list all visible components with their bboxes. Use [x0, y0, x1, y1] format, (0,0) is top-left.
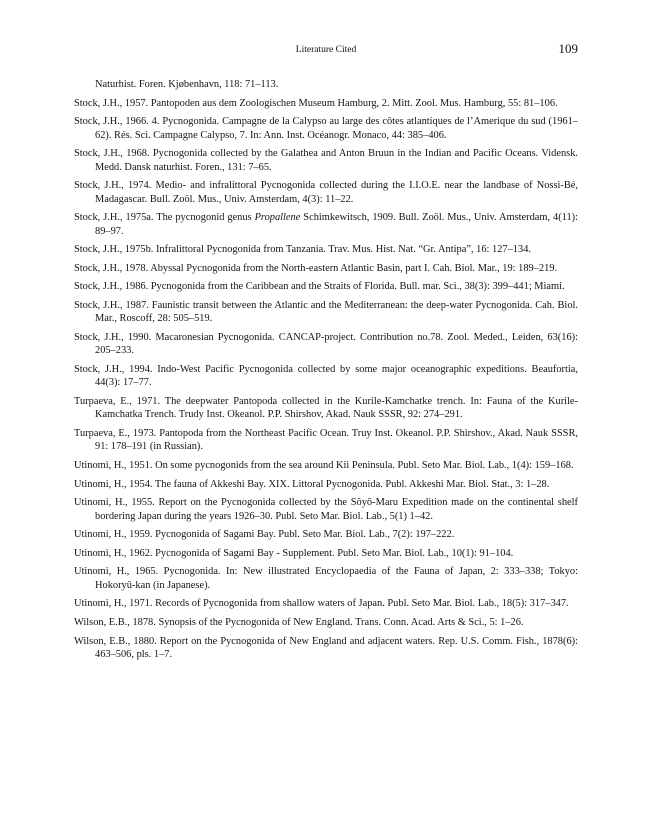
running-header-title: Literature Cited	[295, 45, 357, 55]
reference-text: Stock, J.H., 1968. Pycnogonida collected by the Galathea and Anton Bruun in the Indian and Pacific Oceans. Vidensk. Medd. Dansk naturhist. Foren., 131: 7–65.	[74, 148, 578, 173]
reference-text: Utinomi, H., 1971. Records of Pycnogonida from shallow waters of Japan. Publ. Seto Mar. Biol. Lab., 18(5): 317–347.	[74, 598, 569, 610]
reference-entry	[74, 616, 578, 629]
reference-entry	[74, 496, 578, 523]
reference-text: Utinomi, H., 1962. Pycnogonida of Sagami Bay - Supplement. Publ. Seto Mar. Biol. Lab., 10(1): 91–104.	[74, 547, 514, 559]
reference-text: Wilson, E.B., 1880. Report on the Pycnogonida of New England and adjacent waters. Rep. U.S. Comm. Fish., 1878(6): 463–506, pls. 1–7.	[74, 635, 578, 660]
reference-entry	[74, 147, 578, 174]
reference-entry	[74, 528, 578, 541]
reference-text: Wilson, E.B., 1878. Synopsis of the Pycnogonida of New England. Trans. Conn. Acad. Arts & Sci., 5: 1–26.	[74, 616, 524, 628]
reference-entry	[74, 211, 578, 238]
reference-text: Utinomi, H., 1954. The fauna of Akkeshi Bay. XIX. Littoral Pycnogonida. Publ. Akkeshi Mar. Biol. Stat., 3: 1–28.	[74, 478, 550, 490]
reference-text: Naturhist. Foren. Kjøbenhavn, 118: 71–113.	[95, 79, 279, 90]
reference-entry	[74, 179, 578, 206]
reference-text: Stock, J.H., 1974. Medio- and infralittoral Pycnogonida collected during the I.I.O.E. near the landbase of Nossi-Bé, Madagascar. Bull. Zoöl. Mus., Univ. Amsterdam, 4(3): 11–22.	[74, 180, 578, 205]
reference-text: Turpaeva, E., 1973. Pantopoda from the Northeast Pacific Ocean. Truy Inst. Okeanol. P.P. Shirshov., Akad. Nauk SSSR, 91: 178–191 (in Russian).	[74, 427, 578, 453]
reference-text: Stock, J.H., 1975a. The pycnogonid genus	[74, 212, 255, 224]
reference-entry	[74, 243, 578, 256]
reference-entry	[74, 115, 578, 142]
reference-entry	[74, 97, 578, 110]
reference-text: Stock, J.H., 1966. 4. Pycnogonida. Campagne de la Calypso au large des côtes atlantiques de l’Amerique du sud (1961–62). Rés. Sci. Campagne Calypso, 7. In: Ann. Inst. Océanogr. Monaco, 44: 385–406.	[74, 116, 578, 141]
reference-text: Utinomi, H., 1965. Pycnogonida. In: New illustrated Encyclopaedia of the Fauna of Japan, 2: 333–338; Tokyo: Hokoryû-kan (in Japanese).	[74, 566, 578, 591]
reference-entry	[74, 331, 578, 358]
reference-entry	[74, 547, 578, 560]
reference-entry	[74, 478, 578, 491]
reference-text: Stock, J.H., 1990. Macaronesian Pycnogonida. CANCAP-project. Contribution no.78. Zool. Meded., Leiden, 63(16): 205–233.	[74, 331, 578, 357]
reference-entry	[74, 395, 578, 422]
reference-text: Stock, J.H., 1978. Abyssal Pycnogonida from the North-eastern Atlantic Basin, part I. Cah. Biol. Mar., 19: 189–219.	[74, 262, 558, 274]
reference-text: Schimkewitsch, 1909. Bull. Zoöl. Mus., Univ. Amsterdam, 4(11): 89–97.	[95, 212, 579, 237]
reference-entry	[74, 262, 578, 275]
reference-entry	[74, 459, 578, 472]
reference-text: Stock, J.H., 1994. Indo-West Pacific Pycnogonida collected by some major oceanographic expeditions. Beaufortia, 44(3): 17–77.	[74, 363, 578, 389]
reference-italic-text: Propallene	[254, 212, 301, 224]
reference-text: Utinomi, H., 1959. Pycnogonida of Sagami Bay. Publ. Seto Mar. Biol. Lab., 7(2): 197–222.	[74, 529, 455, 541]
reference-entry	[74, 299, 578, 326]
reference-text: Stock, J.H., 1957. Pantopoden aus dem Zoologischen Museum Hamburg, 2. Mitt. Zool. Mus. Hamburg, 55: 81–106.	[74, 97, 558, 109]
reference-text: Stock, J.H., 1987. Faunistic transit between the Atlantic and the Mediterranean: the deep-water Pycnogonida. Cah. Biol. Mar., Roscoff, 28: 505–519.	[74, 299, 578, 325]
reference-list	[74, 78, 578, 667]
reference-text: Utinomi, H., 1955. Report on the Pycnogonida collected by the Sôyô-Maru Expedition made on the continental shelf bordering Japan during the years 1926–30. Publ. Seto Mar. Biol. Lab., 5(1) 1–42.	[74, 497, 578, 522]
reference-entry	[74, 427, 578, 454]
reference-text: Utinomi, H., 1951. On some pycnogonids from the sea around Kii Peninsula. Publ. Seto Mar. Biol. Lab., 1(4): 159–168.	[74, 459, 574, 471]
page-number: 109	[558, 41, 578, 56]
reference-text: Stock, J.H., 1986. Pycnogonida from the Caribbean and the Straits of Florida. Bull. mar. Sci., 38(3): 399–441; Miami.	[74, 281, 565, 293]
reference-entry	[74, 565, 578, 592]
reference-entry	[74, 597, 578, 610]
reference-entry	[74, 635, 578, 662]
reference-text: Stock, J.H., 1975b. Infralittoral Pycnogonida from Tanzania. Trav. Mus. Hist. Nat. “Gr. Antipa”, 16: 127–134.	[74, 244, 531, 256]
reference-entry	[74, 363, 578, 390]
reference-continuation	[74, 78, 578, 91]
reference-entry	[74, 280, 578, 293]
reference-text: Turpaeva, E., 1971. The deepwater Pantopoda collected in the Kurile-Kamchatke trench. In: Fauna of the Kurile-Kamchatka Trench. Trudy Inst. Okeanol. P.P. Shirshov, Akad. Nauk SSSR, 92: 274–291.	[74, 395, 578, 421]
